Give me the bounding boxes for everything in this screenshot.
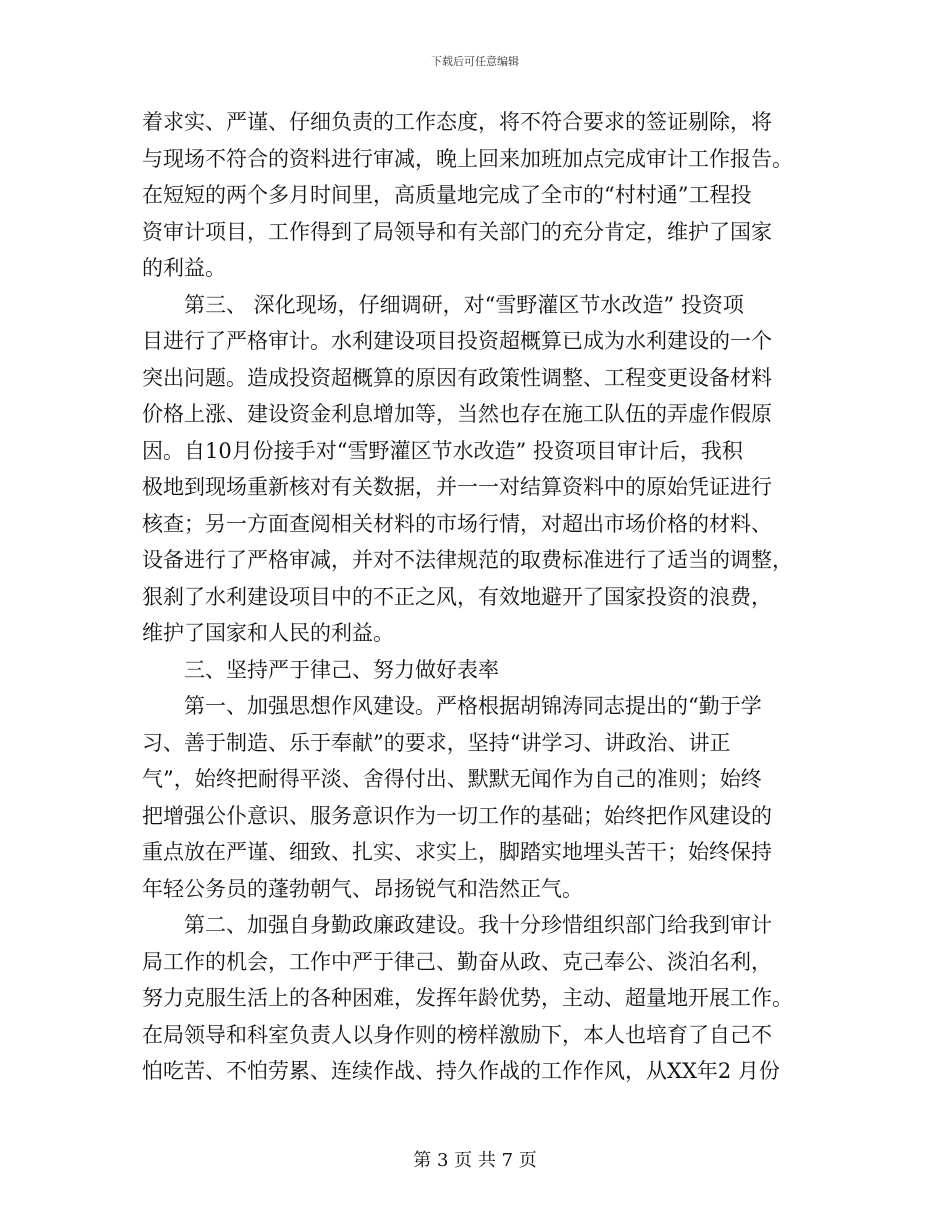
page-number: 第 3 页 共 7 页 [413, 1150, 537, 1171]
page-header: 下载后可任意编辑 [431, 55, 519, 68]
body-line: 在局领导和科室负责人以身作则的榜样激励下，本人也培育了自己不 [142, 1022, 772, 1047]
body-line: 资审计项目，工作得到了局领导和有关部门的充分肯定，维护了国家 [142, 219, 772, 244]
body-line: 重点放在严谨、细致、扎实、求实上，脚踏实地埋头苦干；始终保持 [142, 840, 772, 864]
section-heading: 三、坚持严于律己、努力做好表率 [142, 657, 499, 682]
body-line: 局工作的机会，工作中严于律己、勤奋从政、克己奉公、淡泊名利， [142, 949, 772, 974]
body-line: 第二、加强自身勤政廉政建设。我十分珍惜组织部门给我到审计 [142, 913, 772, 937]
body-line: 核查；另一方面查阅相关材料的市场行情，对超出市场价格的材料、 [142, 511, 772, 536]
body-line: 维护了国家和人民的利益。 [142, 621, 394, 645]
body-line: 努力克服生活上的各种困难，发挥年龄优势，主动、超量地开展工作。 [142, 986, 793, 1010]
body-line: 价格上涨、建设资金利息增加等，当然也存在施工队伍的弄虚作假原 [142, 402, 772, 426]
body-line: 气”，始终把耐得平淡、舍得付出、默默无闻作为自己的准则；始终 [142, 767, 762, 791]
body-line: 年轻公务员的蓬勃朝气、昂扬锐气和浩然正气。 [142, 876, 583, 901]
body-line: 狠刹了水利建设项目中的不正之风，有效地避开了国家投资的浪费， [142, 584, 772, 609]
body-line: 把增强公仆意识、服务意识作为一切工作的基础；始终把作风建设的 [142, 803, 772, 828]
body-line: 在短短的两个多月时间里，高质量地完成了全市的“村村通”工程投 [142, 183, 752, 207]
body-line: 的利益。 [142, 256, 226, 280]
body-line: 突出问题。造成投资超概算的原因有政策性调整、工程变更设备材料 [142, 365, 772, 390]
body-line: 因。自10月份接手对“雪野灌区节水改造” 投资项目审计后，我积 [142, 438, 743, 463]
body-line: 着求实、严谨、仔细负责的工作态度，将不符合要求的签证剔除，将 [142, 110, 772, 134]
body-line: 怕吃苦、不怕劳累、连续作战、持久作战的工作作风，从XX年2 月份 [142, 1059, 780, 1083]
body-line: 极地到现场重新核对有关数据，并一一对结算资料中的原始凭证进行 [142, 475, 772, 499]
body-line: 目进行了严格审计。水利建设项目投资超概算已成为水利建设的一个 [142, 329, 772, 353]
document-body [142, 104, 812, 1090]
body-line: 第三、 深化现场，仔细调研，对“雪野灌区节水改造” 投资项 [142, 292, 744, 317]
body-line: 与现场不符合的资料进行审减，晚上回来加班加点完成审计工作报告。 [142, 146, 793, 171]
body-line: 设备进行了严格审减，并对不法律规范的取费标准进行了适当的调整， [142, 548, 793, 572]
body-line: 习、善于制造、乐于奉献”的要求，坚持“讲学习、讲政治、讲正 [142, 730, 731, 755]
body-line: 第一、加强思想作风建设。严格根据胡锦涛同志提出的“勤于学 [142, 694, 762, 718]
